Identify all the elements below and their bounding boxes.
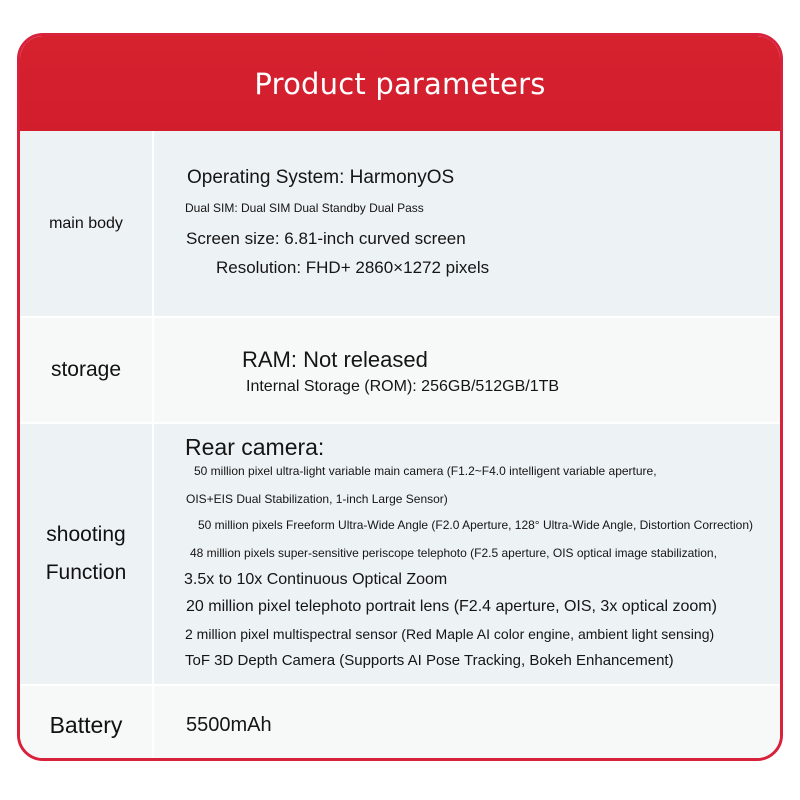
spec-line-optical-zoom: 3.5x to 10x Continuous Optical Zoom	[184, 571, 448, 588]
row-label-battery	[20, 686, 154, 761]
row-content-main-body	[154, 131, 780, 316]
row-label-line-2: Function	[45, 561, 127, 584]
row-label-text: main body	[49, 214, 123, 232]
row-content-battery	[154, 686, 780, 761]
spec-row-main-body	[20, 131, 780, 316]
spec-line-periscope: 48 million pixels super-sensitive periscope telephoto (F2.5 aperture, OIS optical image stabilization,	[190, 546, 717, 560]
spec-line-tof: ToF 3D Depth Camera (Supports AI Pose Tracking, Bokeh Enhancement)	[185, 652, 674, 669]
row-content-storage	[154, 318, 780, 422]
spec-row-shooting-function	[20, 424, 780, 684]
spec-line-portrait-lens: 20 million pixel telephoto portrait lens (F2.4 aperture, OIS, 3x optical zoom)	[186, 598, 717, 615]
spec-line-multispectral: 2 million pixel multispectral sensor (Red Maple AI color engine, ambient light sensing)	[185, 626, 715, 642]
row-label-storage	[20, 318, 154, 422]
row-label-line-1: shooting	[46, 523, 126, 546]
card-header	[20, 36, 780, 131]
row-content-shooting-function	[154, 424, 780, 684]
spec-line-rom: Internal Storage (ROM): 256GB/512GB/1TB	[246, 378, 560, 395]
header-title: Product parameters	[254, 66, 546, 101]
row-label-text: Battery	[49, 711, 123, 738]
spec-line-battery-capacity: 5500mAh	[186, 714, 272, 736]
spec-row-battery	[20, 686, 780, 761]
row-label-main-body	[20, 131, 154, 316]
spec-line-main-camera: 50 million pixel ultra-light variable main camera (F1.2~F4.0 intelligent variable aperture,	[194, 464, 657, 478]
row-label-text-block	[46, 516, 127, 592]
spec-row-storage	[20, 318, 780, 422]
product-parameters-card	[17, 33, 783, 761]
spec-line-ram: RAM: Not released	[242, 347, 428, 372]
spec-line-rear-camera-heading: Rear camera:	[185, 434, 325, 460]
spec-line-stabilization: OIS+EIS Dual Stabilization, 1-inch Large Sensor)	[186, 492, 448, 506]
row-label-shooting-function	[20, 424, 154, 684]
spec-line-resolution: Resolution: FHD+ 2860×1272 pixels	[216, 258, 490, 277]
spec-line-screen-size: Screen size: 6.81-inch curved screen	[186, 229, 466, 248]
spec-line-ultra-wide: 50 million pixels Freeform Ultra-Wide Angle (F2.0 Aperture, 128° Ultra-Wide Angle, Distortion Correction)	[198, 518, 754, 532]
row-label-text: storage	[50, 358, 122, 381]
spec-line-dual-sim: Dual SIM: Dual SIM Dual Standby Dual Pass	[185, 201, 424, 215]
spec-line-os: Operating System: HarmonyOS	[187, 167, 455, 188]
